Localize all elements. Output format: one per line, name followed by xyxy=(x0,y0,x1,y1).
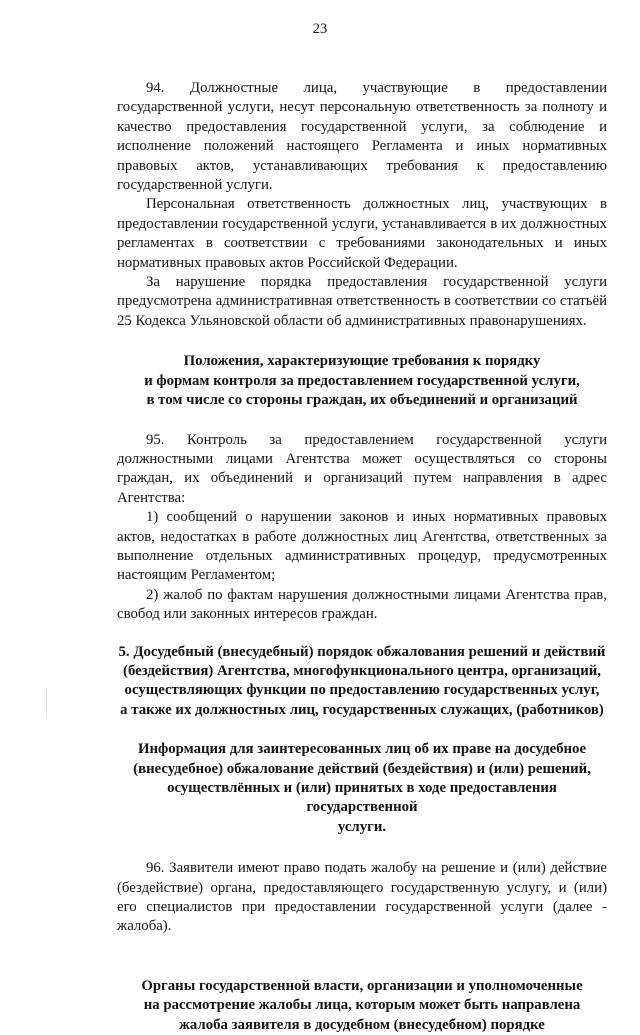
heading-control-provisions: Положения, характеризующие требования к порядку и формам контроля за предоставлением государственной услуги, в том числе со стороны граждан, их объединений и организаций xyxy=(144,353,580,409)
list-item-1: 1) сообщений о нарушении законов и иных нормативных правовых актов, недостатках в работе должностных лиц Агентства, ответственных за выполнение отдельных административных процедур, предусмотренных настоящим Регламентом; xyxy=(117,509,607,584)
page-content xyxy=(117,79,607,1035)
paragraph-96: 96. Заявители имеют право подать жалобу на решение и (или) действие (бездействие) органа, предоставляющего государственную услугу, и (или) его специалистов при предоставлении государственной услуги (далее - жалоба). xyxy=(117,860,607,935)
paragraph-personal-responsibility: Персональная ответственность должностных лиц, участвующих в предоставлении государственной услуги, устанавливается в их должностных регламентах в соответствии с требованиями законодательных и иных нормативных правовых актов Российской Федерации. xyxy=(117,196,607,271)
paragraph-administrative-responsibility: За нарушение порядка предоставления государственной услуги предусмотрена административная ответственность в соответствии со статьёй 25 Кодекса Ульяновской области об административных правонарушениях. xyxy=(117,274,607,329)
paragraph-95: 95. Контроль за предоставлением государственной услуги должностными лицами Агентства может осуществляться со стороны граждан, их объединений и организаций путем направления в адрес Агентства: xyxy=(117,431,607,506)
chapter-5-heading: 5. Досудебный (внесудебный) порядок обжалования решений и действий (бездействия) Агентства, многофункционального центра, организаций, осуществляющих функции по предоставлению государственных услуг, а также их должностных лиц, государственных служащих, (работников) xyxy=(118,643,606,718)
heading-appeal-bodies: Органы государственной власти, организации и уполномоченные на рассмотрение жалобы лица, которым может быть направлена жалоба заявителя в досудебном (внесудебном) порядке xyxy=(141,977,583,1033)
page-number: 23 xyxy=(312,21,328,37)
paragraph-94: 94. Должностные лица, участвующие в предоставлении государственной услуги, несут персональную ответственность за полноту и качество предоставления государственной услуги, за соблюдение и исполнение положений настоящего Регламента и иных нормативных правовых актов, устанавливающих требования к предоставлению государственной услуги. xyxy=(117,80,607,194)
heading-appeal-information: Информация для заинтересованных лиц об их праве на досудебное (внесудебное) обжалование действий (бездействия) и (или) решений, осуществлённых и (или) принятых в ходе предоставления государственной услуги. xyxy=(133,741,591,835)
list-item-2: 2) жалоб по фактам нарушения должностными лицами Агентства прав, свобод или законных интересов граждан. xyxy=(117,586,607,623)
margin-scan-mark xyxy=(46,688,47,716)
